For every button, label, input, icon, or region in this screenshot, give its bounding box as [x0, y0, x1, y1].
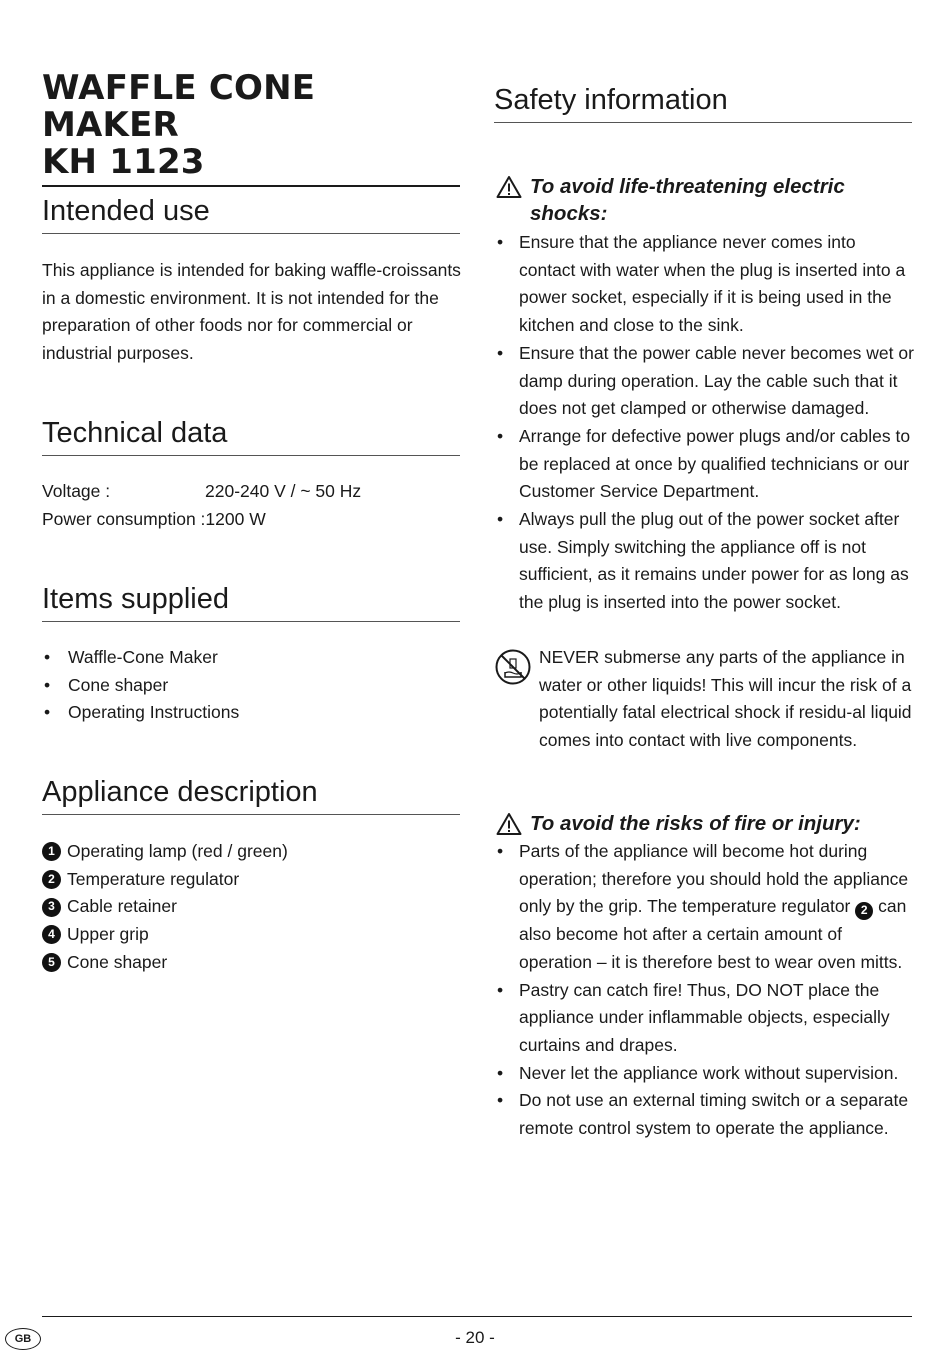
appliance-description-list — [42, 838, 288, 977]
item-label: Temperature regulator — [67, 868, 240, 889]
warning-triangle-icon — [496, 812, 522, 836]
page-title — [42, 70, 460, 187]
title-line-1: WAFFLE CONE MAKER — [42, 68, 316, 145]
warning-heading-text: To avoid the risks of fire or injury: — [530, 812, 861, 835]
number-badge: 2 — [855, 902, 873, 920]
intended-use-heading: Intended use — [42, 193, 460, 234]
no-submerse-icon — [494, 648, 532, 686]
items-supplied-heading: Items supplied — [42, 581, 460, 622]
tech-row-power — [42, 506, 266, 534]
fire-warning-heading — [494, 810, 912, 837]
never-submerse-text: NEVER submerse any parts of the appliance in water or other liquids! This will incur the risk of a potentially fatal electrical shock if residu-al liquid comes into contact with live components. — [539, 647, 912, 751]
list-item: • Cone shaper — [42, 672, 239, 700]
number-badge: 2 — [42, 870, 61, 889]
list-item: • Waffle-Cone Maker — [42, 644, 239, 672]
list-item: • Pastry can catch fire! Thus, DO NOT place the appliance under inflammable objects, especially curtains and drapes. — [494, 977, 914, 1060]
item-label: Cone shaper — [67, 951, 168, 972]
fire-warning-list — [494, 838, 914, 1143]
item-label: Cable retainer — [67, 896, 177, 917]
warning-triangle-icon — [496, 175, 522, 199]
safety-heading: Safety information — [494, 82, 912, 123]
list-item — [42, 838, 288, 866]
item-text: can also become hot after a certain amount of operation – it is therefore best to wear oven mitts. — [519, 896, 907, 972]
item-label: Operating lamp (red / green) — [67, 841, 288, 861]
page-number: - 20 - — [455, 1328, 495, 1347]
tech-label: Power consumption : — [42, 509, 206, 529]
intended-use-text: This appliance is intended for baking waffle-croissants in a domestic environment. It is not intended for the preparation of other foods nor for commercial or industrial purposes. — [42, 260, 461, 364]
never-submerse-notice — [494, 644, 914, 755]
country-badge: GB — [5, 1328, 41, 1350]
tech-value: 220-240 V / ~ 50 Hz — [205, 481, 362, 501]
list-item: • Operating Instructions — [42, 699, 239, 727]
list-item — [42, 893, 288, 921]
list-item — [494, 838, 914, 977]
list-item — [42, 921, 288, 949]
list-item: • Always pull the plug out of the power socket after use. Simply switching the appliance off is not sufficient, as it remains under power for as long as the plug is inserted into the power socket. — [494, 506, 914, 617]
item-label: Upper grip — [67, 924, 149, 945]
shock-warning-heading — [494, 173, 912, 227]
number-badge: 4 — [42, 925, 61, 944]
number-badge: 5 — [42, 953, 61, 972]
list-item — [42, 866, 288, 894]
list-item: • Do not use an external timing switch or a separate remote control system to operate the appliance. — [494, 1087, 914, 1142]
list-item: • Ensure that the power cable never becomes wet or damp during operation. Lay the cable such that it does not get clamped or otherwise damaged. — [494, 340, 914, 423]
number-badge: 3 — [42, 898, 61, 917]
shock-warning-list — [494, 229, 914, 617]
list-item — [42, 949, 288, 977]
number-badge: 1 — [42, 842, 61, 861]
title-line-2: KH 1123 — [42, 142, 205, 182]
list-item: • Never let the appliance work without supervision. — [494, 1060, 914, 1088]
item-text: Parts of the appliance will become hot during operation; therefore you should hold the appliance only by the grip. The temperature regulator — [519, 841, 909, 917]
warning-heading-text: To avoid life-threatening electric shocks: — [530, 175, 845, 225]
footer-divider — [42, 1316, 912, 1317]
list-item: • Arrange for defective power plugs and/or cables to be replaced at once by qualified technicians or our Customer Service Department. — [494, 423, 914, 506]
tech-row-voltage — [42, 478, 361, 506]
tech-label: Voltage : — [42, 481, 111, 501]
appliance-description-heading: Appliance description — [42, 774, 460, 815]
items-supplied-list — [42, 644, 239, 727]
tech-value: 1200 W — [205, 509, 266, 529]
list-item: • Ensure that the appliance never comes into contact with water when the plug is inserted into a power socket, especially if it is being used in the kitchen and close to the sink. — [494, 229, 914, 340]
technical-data-heading: Technical data — [42, 415, 460, 456]
